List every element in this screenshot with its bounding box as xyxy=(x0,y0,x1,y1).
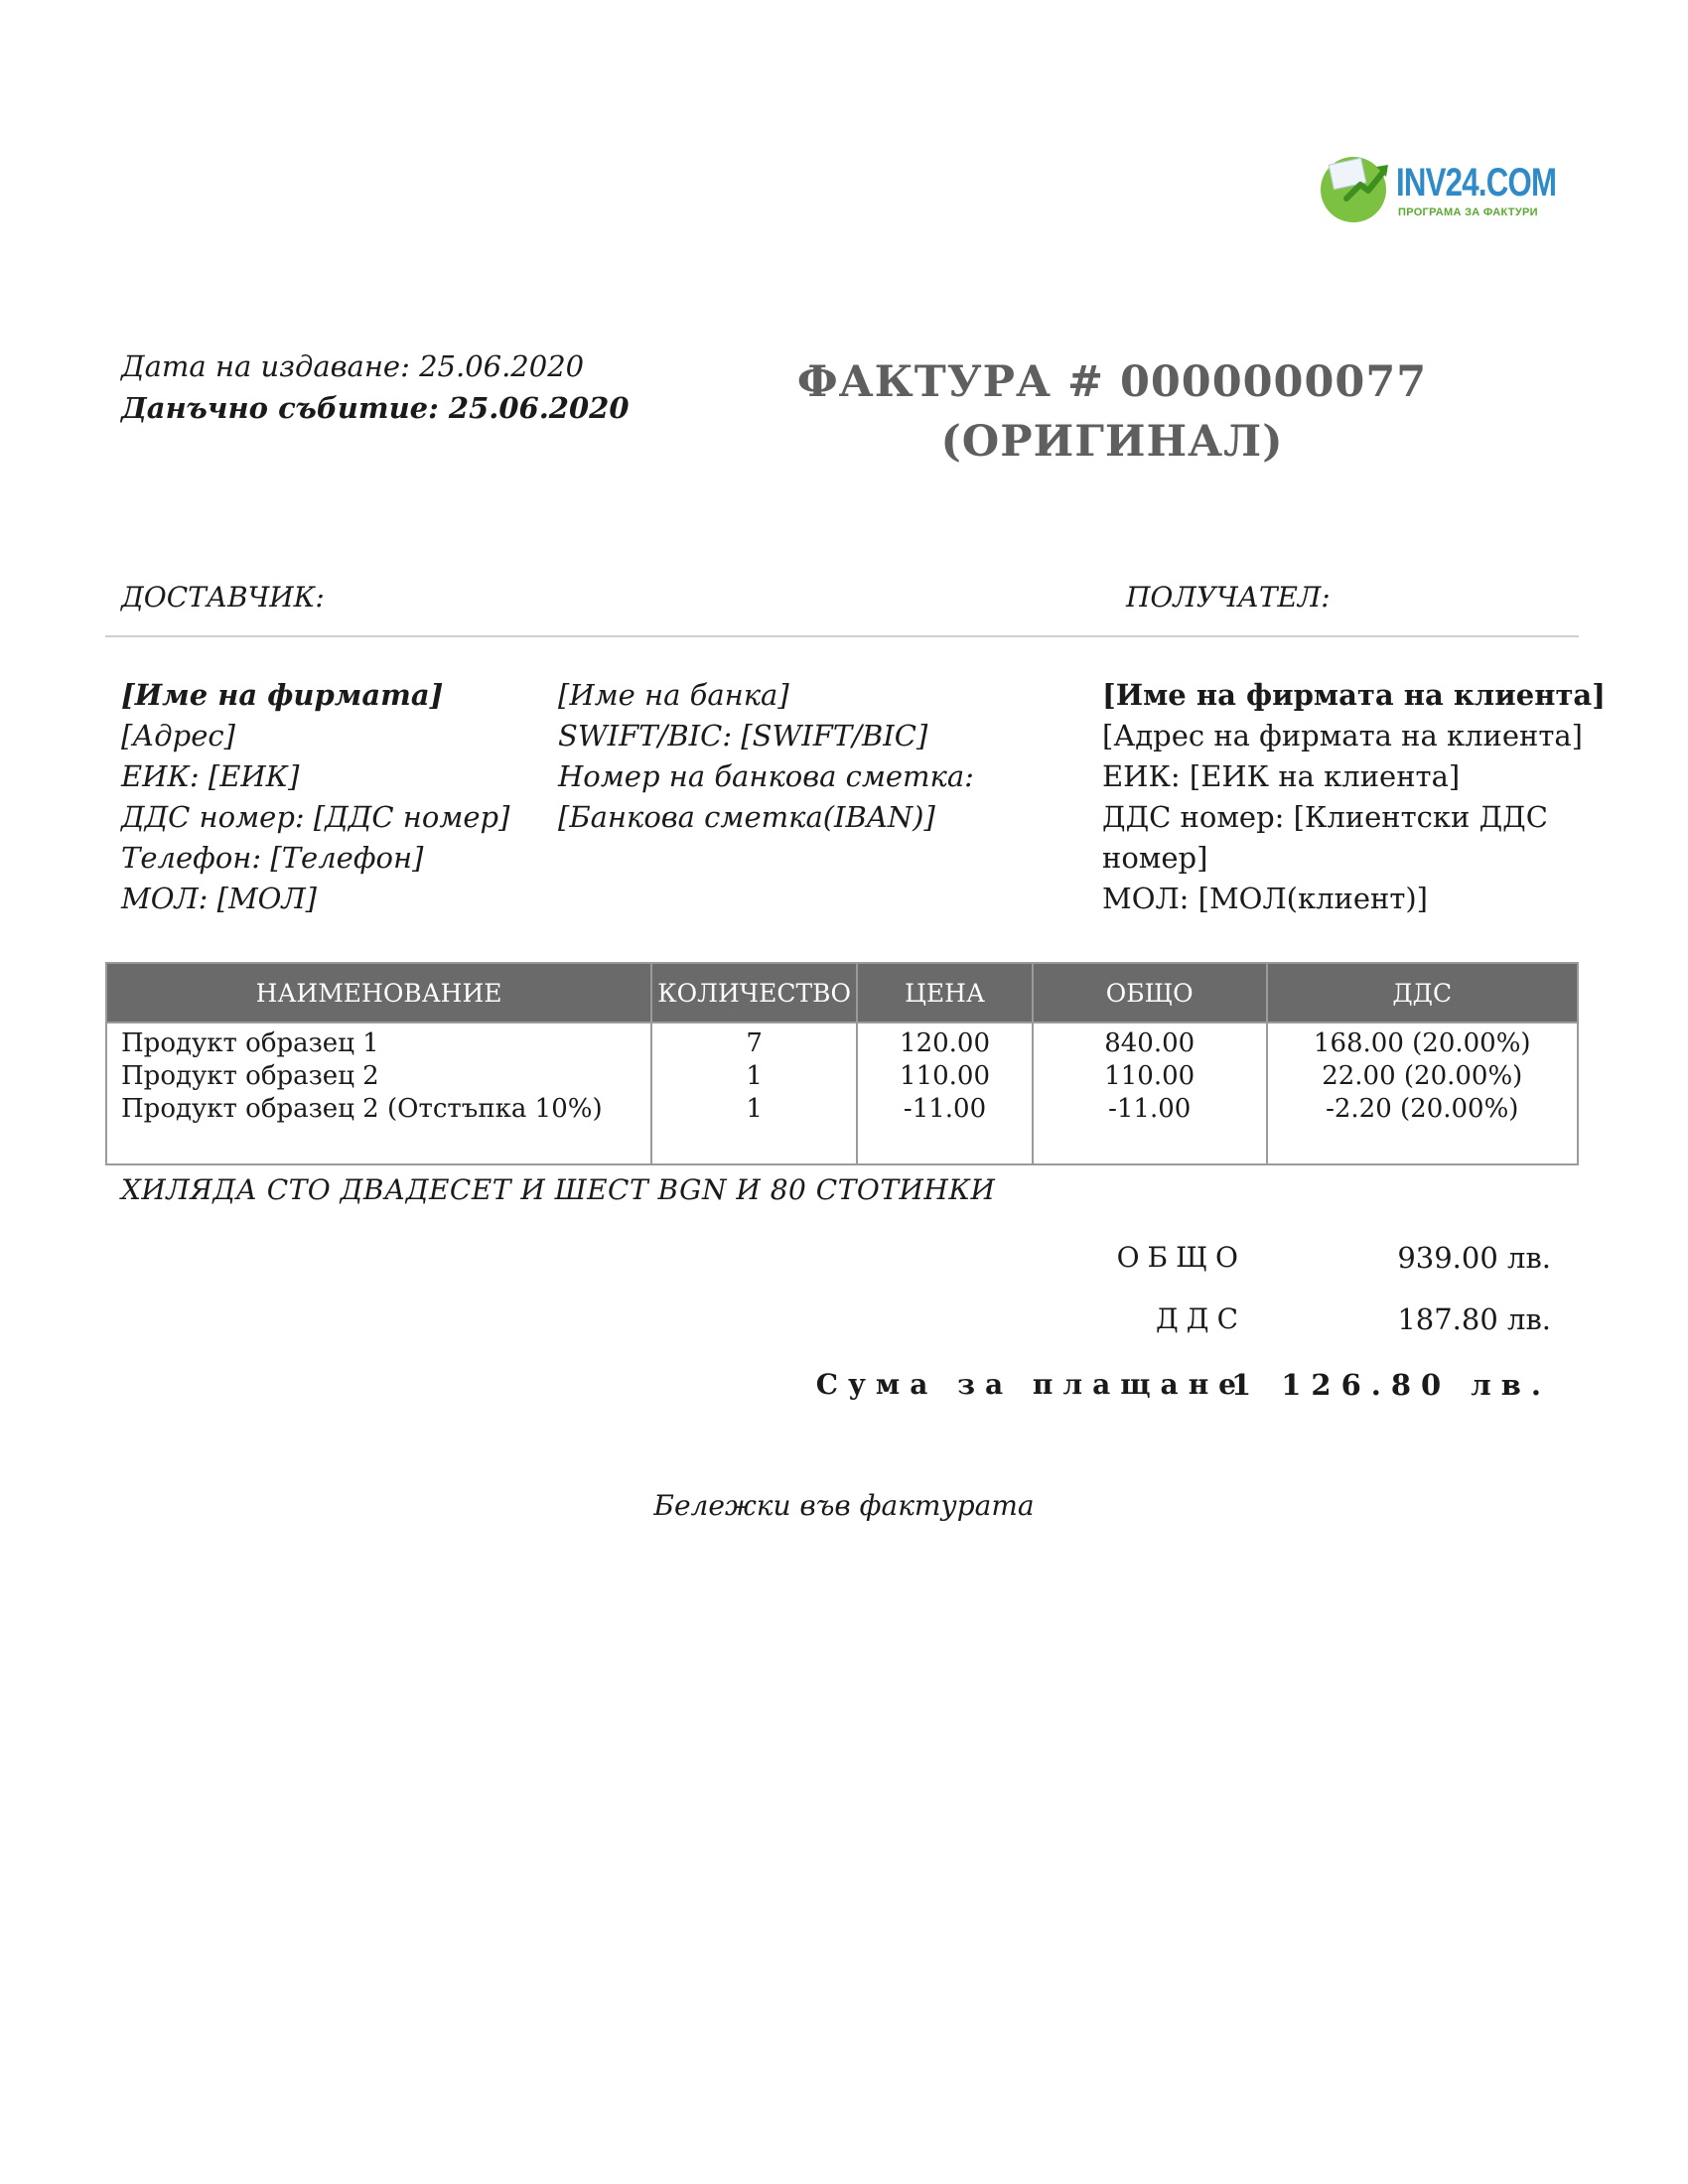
logo-arrow-icon xyxy=(1342,159,1390,206)
client-mol: МОЛ: [МОЛ(клиент)] xyxy=(1102,882,1428,915)
item-price: 120.00 xyxy=(857,1023,1033,1060)
table-row xyxy=(106,1060,1578,1093)
supplier-name: [Име на фирмата] xyxy=(121,678,444,712)
header-price: ЦЕНА xyxy=(857,963,1033,1023)
item-total: 110.00 xyxy=(1033,1060,1267,1093)
items-table xyxy=(105,962,1579,1165)
item-price: -11.00 xyxy=(857,1093,1033,1164)
item-vat: 168.00 (20.00%) xyxy=(1267,1023,1579,1060)
item-name: Продукт образец 2 (Отстъпка 10%) xyxy=(106,1093,651,1164)
section-divider xyxy=(105,635,1579,637)
bank-iban: [Банкова сметка(IBAN)] xyxy=(558,800,935,834)
item-quantity: 1 xyxy=(651,1093,857,1164)
subtotal-label: ОБЩО xyxy=(1116,1241,1246,1274)
item-quantity: 7 xyxy=(651,1023,857,1060)
header-vat: ДДС xyxy=(1267,963,1579,1023)
item-name: Продукт образец 1 xyxy=(106,1023,651,1060)
issue-date: Дата на издаване: 25.06.2020 xyxy=(121,349,585,383)
table-row xyxy=(106,1023,1578,1060)
supplier-mol: МОЛ: [МОЛ] xyxy=(121,882,317,915)
bank-details xyxy=(558,675,974,838)
supplier-vat: ДДС номер: [ДДС номер] xyxy=(121,800,510,834)
header-name: НАИМЕНОВАНИЕ xyxy=(106,963,651,1023)
logo-brand-text: INV24.COM xyxy=(1396,161,1557,205)
item-quantity: 1 xyxy=(651,1060,857,1093)
amount-due-value: 1 126.80 лв. xyxy=(1230,1368,1551,1402)
recipient-label: ПОЛУЧАТЕЛ: xyxy=(1126,581,1331,614)
item-vat: -2.20 (20.00%) xyxy=(1267,1093,1579,1164)
tax-event-date: Данъчно събитие: 25.06.2020 xyxy=(121,391,630,425)
supplier-eik: ЕИК: [ЕИК] xyxy=(121,759,300,793)
amount-due-label: Сума за плащане xyxy=(815,1368,1246,1401)
item-total: 840.00 xyxy=(1033,1023,1267,1060)
invoice-copy-type: (ОРИГИНАЛ) xyxy=(940,417,1284,467)
header-quantity: КОЛИЧЕСТВО xyxy=(651,963,857,1023)
client-name: [Име на фирмата на клиента] xyxy=(1102,678,1606,712)
client-vat: ДДС номер: [Клиентски ДДС номер] xyxy=(1102,800,1548,875)
client-eik: ЕИК: [ЕИК на клиента] xyxy=(1102,759,1461,793)
supplier-label: ДОСТАВЧИК: xyxy=(121,581,325,614)
header-total: ОБЩО xyxy=(1033,963,1267,1023)
bank-name: [Име на банка] xyxy=(558,678,789,712)
supplier-address: [Адрес] xyxy=(121,719,235,752)
supplier-details xyxy=(121,675,509,919)
bank-account-label: Номер на банкова сметка: xyxy=(558,759,974,793)
subtotal-value: 939.00 лв. xyxy=(1397,1241,1551,1275)
item-vat: 22.00 (20.00%) xyxy=(1267,1060,1579,1093)
supplier-phone: Телефон: [Телефон] xyxy=(121,841,424,875)
item-name: Продукт образец 2 xyxy=(106,1060,651,1093)
amount-in-words: ХИЛЯДА СТО ДВАДЕСЕТ И ШЕСТ BGN И 80 СТОТИНКИ xyxy=(121,1173,996,1206)
table-row xyxy=(106,1093,1578,1164)
item-price: 110.00 xyxy=(857,1060,1033,1093)
client-address: [Адрес на фирмата на клиента] xyxy=(1102,719,1583,752)
bank-swift: SWIFT/BIC: [SWIFT/BIC] xyxy=(558,719,928,752)
logo-tagline: ПРОГРАМА ЗА ФАКТУРИ xyxy=(1398,206,1538,218)
invoice-title: ФАКТУРА # 0000000077 xyxy=(796,357,1428,407)
invoice-notes: Бележки във фактурата xyxy=(653,1489,1035,1522)
company-logo xyxy=(1321,149,1557,228)
vat-total-label: ДДС xyxy=(1156,1302,1246,1335)
item-total: -11.00 xyxy=(1033,1093,1267,1164)
client-details xyxy=(1102,675,1606,919)
table-header-row xyxy=(106,963,1578,1023)
vat-total-value: 187.80 лв. xyxy=(1397,1302,1551,1336)
